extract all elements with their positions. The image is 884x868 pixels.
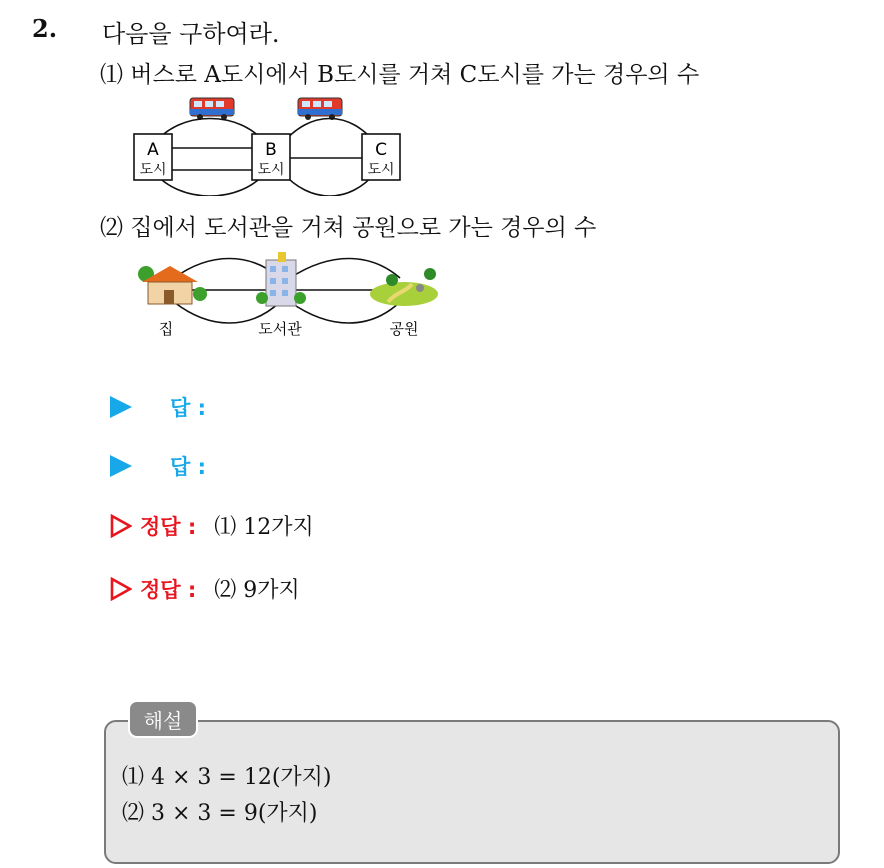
home-library-park-diagram bbox=[130, 248, 450, 344]
correct-answer-row-1 bbox=[110, 510, 314, 541]
question-part-1: ⑴ 버스로 A도시에서 B도시를 거쳐 C도시를 가는 경우의 수 bbox=[100, 62, 700, 88]
city-c bbox=[362, 134, 400, 180]
explanation-line-2: ⑵ 3 × 3 = 9(가지) bbox=[122, 801, 318, 826]
city-letter: B bbox=[265, 140, 277, 160]
correct-answer-value: ⑵ 9가지 bbox=[214, 578, 300, 603]
correct-answer-value: ⑴ 12가지 bbox=[214, 515, 314, 540]
play-triangle-icon bbox=[110, 455, 132, 477]
question-part-2: ⑵ 집에서 도서관을 거쳐 공원으로 가는 경우의 수 bbox=[100, 215, 597, 241]
question-title: 다음을 구하여라. bbox=[102, 20, 280, 48]
answer-row-2 bbox=[110, 451, 206, 481]
outline-triangle-icon bbox=[110, 514, 132, 538]
correct-answer-label: 정답 : bbox=[140, 577, 197, 602]
park-icon bbox=[370, 268, 438, 306]
house-icon bbox=[138, 266, 207, 304]
city-label: 도시 bbox=[139, 162, 167, 178]
bus-icon bbox=[298, 98, 342, 120]
explanation-line-1: ⑴ 4 × 3 = 12(가지) bbox=[122, 765, 332, 790]
explanation-box bbox=[104, 720, 840, 864]
answer-label: 답 : bbox=[170, 455, 206, 479]
outline-triangle-icon bbox=[110, 577, 132, 601]
explanation-tag: 해설 bbox=[128, 700, 198, 738]
bus-icon bbox=[190, 98, 234, 120]
city-label: 도시 bbox=[257, 162, 285, 178]
answer-label: 답 : bbox=[170, 396, 206, 420]
city-letter: A bbox=[147, 140, 159, 160]
answer-row-1 bbox=[110, 392, 206, 422]
city-label: 도시 bbox=[367, 162, 395, 178]
bus-route-diagram bbox=[120, 92, 420, 196]
question-number: 2. bbox=[32, 14, 58, 43]
node-label-library: 도서관 bbox=[258, 320, 302, 338]
city-letter: C bbox=[375, 140, 387, 160]
library-icon bbox=[256, 252, 306, 306]
city-a bbox=[134, 134, 172, 180]
play-triangle-icon bbox=[110, 396, 132, 418]
node-label-home: 집 bbox=[158, 320, 174, 338]
correct-answer-row-2 bbox=[110, 573, 300, 604]
node-label-park: 공원 bbox=[389, 320, 419, 338]
correct-answer-label: 정답 : bbox=[140, 514, 197, 539]
city-b bbox=[252, 134, 290, 180]
